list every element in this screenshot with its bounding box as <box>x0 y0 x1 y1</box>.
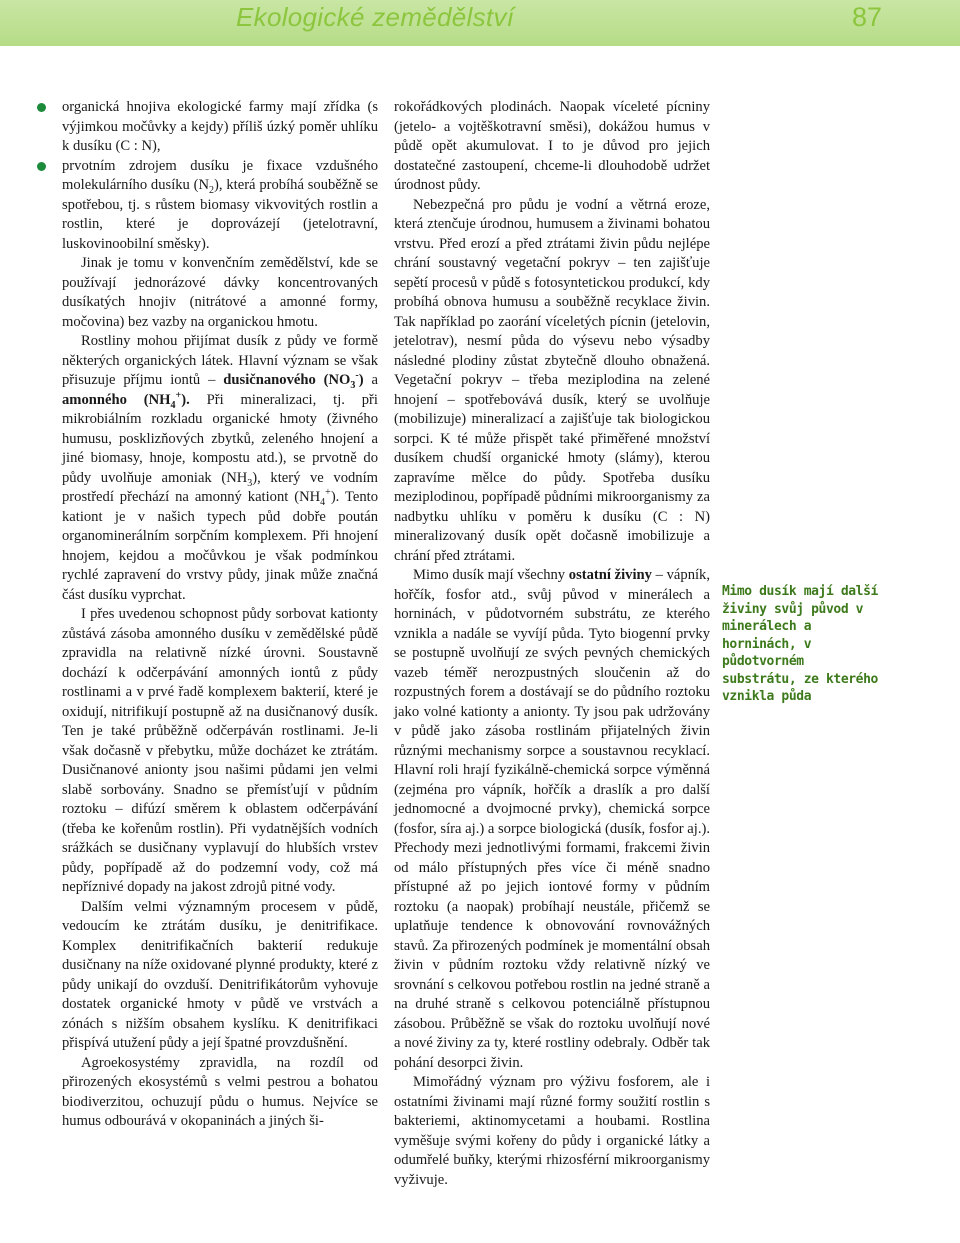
bold-term-text: dusičnanového (NO <box>223 372 351 388</box>
bold-term-text: ). <box>181 391 190 408</box>
paragraph-text: Rostliny mohou přijímat dusík z půdy ve formě některých organických látek. Hlavní význam se však přisuzuje příjmu iontů – <box>62 333 378 388</box>
paragraph <box>62 332 378 605</box>
paragraph: Nebezpečná pro půdu je vodní a větrná eroze, která ztenčuje úrodnou, humusem a živinami bohatou vrstvu. Před erozí a před ztrátami živin půdu nejlépe chrání soustavný vegetační pokryv – ten zajišťuje sepětí procesů v půdě s fotosyntetickou produkcí, kdy probíhá obnova humusu a souběžně recyklace živin. Tak například po zaorání víceletých pícnin (jetelovin, jetelotrav), nesmí půda do výsevu nebo výsadby následné plodiny zůstat zbytečně dlouho obnažená. Vegetační pokryv – třeba meziplodina na zelené hnojení – spotřebovává dusík, který se uvolňuje (mobilizuje) mineralizací a zajišťuje tak biologickou sorpci. K té může přispět také přiměřené množství dusíkem chudší organické hmoty (slámy), kterou zapravíme mělce do půdy. Spotřeba dusíku meziplodinou, popřípadě půdními mikroorganismy za nadbytku uhlíku v poměru k dusíku (C : N) mineralizovaný dusík opět dočasně imobilizuje a chrání před ztrátami. <box>394 196 710 564</box>
superscript: + <box>325 487 331 499</box>
superscript: + <box>175 389 182 401</box>
bullet-text: prvotním zdrojem dusíku je fixace vzdušného molekulárního dusíku (N <box>62 157 378 193</box>
paragraph-text: ), který ve vodním prostředí přechází na amonný kationt (NH <box>62 469 378 505</box>
paragraph: I přes uvedenou schopnost půdy sorbovat kationty zůstává zásoba amonného dusíku v zemědělské půdě zpravidla na relativně nízké úrovni. Soustavně dochází k odčerpávání amonných iontů z půdy rostlinami a v prvé řadě komplexem bakterií, které je oxidují, nitrifikují postupně až na dusičnanový dusík. Ten je také průběžně odčerpáván rostlinami. Je-li však dočasně v přebytku, může docházet ke ztrátám. Dusičnanové anionty jsou našimi půdami jen velmi slabě sorbovány. Snadno se přemísťují v půdním roztoku – difúzí směrem k oblastem odčerpávání (třeba ke kořenům rostlin). Při vydatnějších vodních srážkách se dusičnany vyplavují do hlubších vrstev půdy, popřípadě až do podzemní vody, což má nepříznivé dopady na jakost zdrojů pitné vody. <box>62 606 378 895</box>
subscript: 3 <box>247 477 253 489</box>
list-item <box>37 157 378 255</box>
bold-term: ostatní živiny <box>568 567 652 583</box>
paragraph: rokořádkových plodinách. Naopak víceleté pícniny (jetelo- a vojtěškotravní směsi), dokážou humus v půdě opět akumulovat. I to je důvod pro jejich dostatečné zastoupení, chceme-li dlouhodobě udržet úrodnost půdy. <box>394 99 710 193</box>
paragraph-text: – vápník, hořčík, fosfor atd., svůj původ v minerálech a horninách, v půdotvorném substrátu, ze kterého vznikla a nadále se vyvíjí půda. Tyto biogenní prvky se postupně uvolňují ze svých pevných chemických vazeb téměř nerozpustných sloučenin až do rozpustných forem a dostávají se do půdního roztoku jako volné kationty a anionty. Ty jsou pak udržovány v půdě jako zásoba rostlinám přijatelných živin různými mechanismy sorpce a soustavnou recyklací. Hlavní roli hrají fyzikálně-chemická sorpce výměnná (zejména pro vápník, hořčík a draslík a pro další jednomocné a dvojmocné prvky), chemická sorpce (fosfor, síra aj.) a sorpce biologická (dusík, fosfor aj.). Přechody mezi jednotlivými formami, frakcemi živin od málo přístupných přes více či méně snadno přístupné až po jejich iontové formy v půdním roztoku (a naopak) probíhají neustále, přičemž se uplatňuje tendence k obnovování rovnovážných stavů. Za přirozených podmínek je momentální obsah živin v půdním roztoku vždy relativně nízký ve srovnání s celkovou potřebou rostlin na jedné straně a na druhé straně s celkovou potenciálně přístupnou zásobou. Průběžně se však do roztoku uvolňují nové a nové živiny za ty, které rostliny odebraly. Odběr tak pohání desorpci živin. <box>394 567 710 1071</box>
paragraph: Jinak je tomu v konvenčním zemědělství, kde se používají jednorázové dávky koncentrovaných dusíkatých hnojiv (nitrátové a amonné formy, močovina) bez vazby na organickou hmotu. <box>62 255 378 330</box>
bullet-dot-icon <box>37 103 46 112</box>
bullet-text: organická hnojiva ekologické farmy mají zřídka (s výjimkou močůvky a kejdy) příliš úzký poměr uhlíku k dusíku (C : N), <box>62 99 378 154</box>
subscript: 4 <box>320 496 326 508</box>
bullet-text: ), která probíhá souběžně se spotřebou, tj. s růstem biomasy vikvovitých rostlin a rostlin, které je doprovázejí (jetelotravní, luskovinoobilní směsky). <box>62 177 378 252</box>
list-item <box>37 98 378 157</box>
subscript: 3 <box>350 379 356 391</box>
paragraph: Agroekosystémy zpravidla, na rozdíl od přirozených ekosystémů s velmi pestrou a bohatou biodiverzitou, ochuzují půdu o humus. Nejvíce se humus odbourává v okopaninách a jiných ši- <box>62 1054 378 1129</box>
running-title: Ekologické zemědělství <box>236 2 515 32</box>
bold-term-text: amonného (NH <box>62 391 171 408</box>
page-header <box>0 0 960 46</box>
margin-note: Mimo dusík mají další živiny svůj původ v minerálech a horninách, v půdotvorném substrátu, ze kterého vznikla půda <box>722 584 878 704</box>
paragraph-text: ). Tento kationt je v našich typech půd dobře poután organominerálním sorpčním komplexem. Při hnojení hnojem, kejdou a močůvkou je však podmínkou rychlé zapravení do vrstvy půdy, jinak může značná část dusíku vyprchat. <box>62 489 378 603</box>
bullet-list <box>37 98 378 254</box>
bold-term-text: ) <box>358 372 364 388</box>
left-column <box>62 98 378 1132</box>
subscript: 2 <box>209 184 215 196</box>
paragraph-text: a <box>371 372 379 388</box>
right-column <box>394 98 710 1190</box>
paragraph: Dalším velmi významným procesem v půdě, vedoucím ke ztrátám dusíku, je denitrifikace. Komplex denitrifikačních bakterií redukuje dusičnany na níže oxidované plynné produkty, které z půdy unikají do ovzduší. Denitrifikátorům vyhovuje dostatek organické hmoty v půdě ve vrstvách a zónách s nižším obsahem kyslíku. K denitrifikaci přispívá utužení půdy a její špatné provzdušnění. <box>62 898 378 1051</box>
subscript: 4 <box>170 399 176 411</box>
superscript: - <box>355 370 359 382</box>
paragraph: Mimořádný význam pro výživu fosforem, ale i ostatními živinami mají různé formy soužití rostlin s bakteriemi, aktinomycetami a houbami. Rostlina vyměšuje svými kořeny do půdy i organické látky a odumřelé buňky, kterými rhizosférní mikroorganismy vyživuje. <box>394 1074 710 1188</box>
paragraph <box>394 566 710 1073</box>
paragraph-text: Mimo dusík mají všechny <box>413 567 566 583</box>
bullet-dot-icon <box>37 162 46 171</box>
bold-term <box>62 389 190 411</box>
bold-term <box>223 370 364 391</box>
page-number: 87 <box>851 2 882 32</box>
paragraph-text: Při mineralizaci, tj. při mikrobiálním rozkladu organické hmoty (živného humusu, posklizňových zbytků, zeleného hnojení a jiné biomasy, hnoje, kompostu atd.), se prvotně do půdy uvolňuje amoniak (NH <box>62 391 378 486</box>
